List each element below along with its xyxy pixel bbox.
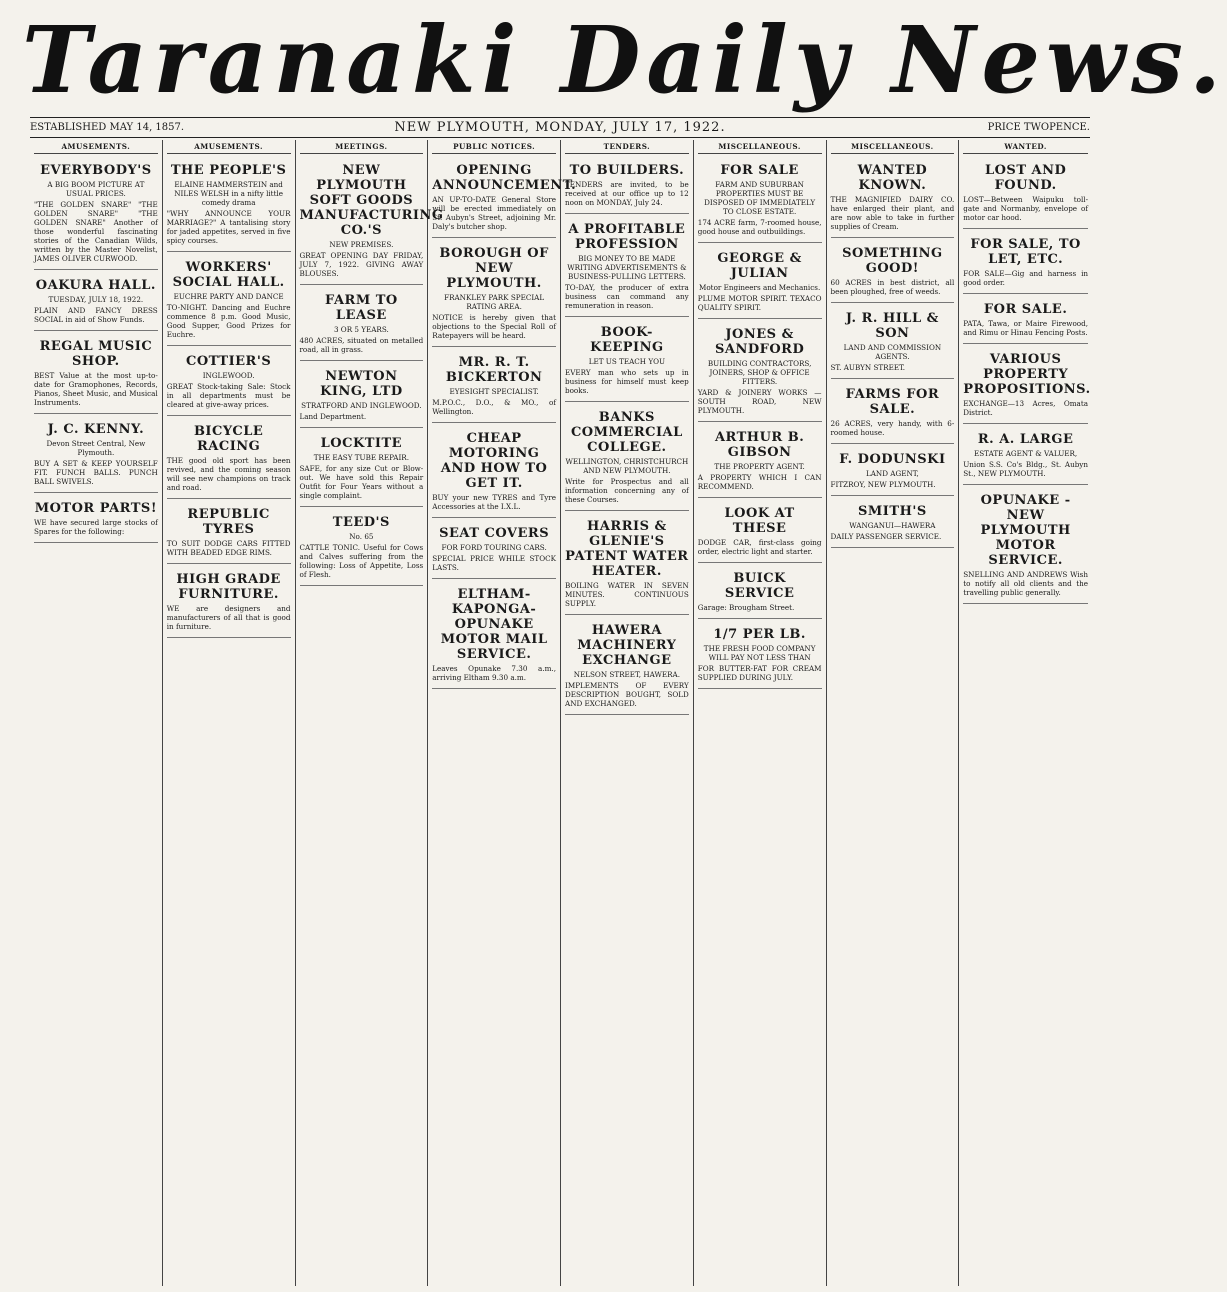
ad-title: ARTHUR B. GIBSON [714, 430, 805, 460]
ad-subtitle: 3 OR 5 YEARS. [333, 325, 389, 334]
advertisement [167, 567, 291, 638]
ad-body: FOR SALE—Gig and harness in good order. [963, 269, 1088, 287]
ad-subtitle: Motor Engineers and Mechanics. [699, 283, 821, 292]
ad-title: REPUBLIC TYRES [187, 507, 270, 537]
ad-title: CHEAP MOTORING AND HOW TO GET IT. [440, 431, 548, 491]
masthead [0, 6, 1227, 114]
ad-subtitle: EUCHRE PARTY AND DANCE [173, 292, 284, 301]
ad-body: LOST—Between Waipuku toll-gate and Normanby, envelope of motor car hood. [963, 195, 1088, 222]
ad-subtitle: THE FRESH FOOD COMPANY WILL PAY NOT LESS THAN [703, 644, 816, 662]
column [827, 140, 960, 1286]
ad-body: BUY A SET & KEEP YOURSELF FIT. FUNCH BALLS. PUNCH BALL SWIVELS. [34, 459, 158, 486]
ad-body: DODGE CAR, first-class going order, electric light and starter. [697, 538, 822, 556]
ad-title: OPENING ANNOUNCEMENT. [432, 163, 577, 193]
column [296, 140, 444, 1286]
ad-body: A PROPERTY WHICH I CAN RECOMMEND. [697, 473, 822, 491]
advertisement [432, 521, 556, 579]
ad-subtitle: NELSON STREET, HAWERA. [573, 670, 681, 679]
column-heading: AMUSEMENTS. [34, 140, 158, 154]
ad-body: EVERY man who sets up in business for himself must keep books. [565, 368, 689, 395]
ad-title: REGAL MUSIC SHOP. [39, 339, 153, 369]
column-heading: MEETINGS. [300, 140, 424, 154]
ad-title: COTTIER'S [186, 354, 272, 369]
masthead-rule [30, 117, 1090, 118]
ad-body: TO-NIGHT. Dancing and Euchre commence 8 p.m. Good Music, Good Supper, Good Prizes for Euchre. [166, 303, 291, 339]
ad-body: BUY your new TYRES and Tyre Accessories at the I.X.L. [432, 493, 556, 511]
column-heading: MISCELLANEOUS. [831, 140, 955, 154]
advertisement [34, 334, 158, 414]
ad-title: BICYCLE RACING [193, 424, 264, 454]
advertisement [432, 158, 577, 238]
advertisement [300, 510, 424, 586]
ad-title: J. C. KENNY. [47, 422, 145, 437]
ad-title: FARMS FOR SALE. [845, 387, 940, 417]
advertisement [300, 364, 424, 428]
ad-body: THE good old sport has been revived, and the coming season will see new champions on track and road. [166, 456, 291, 492]
column [30, 140, 163, 1286]
advertisement [432, 582, 556, 689]
ad-title: R. A. LARGE [977, 432, 1074, 447]
ad-subtitle: THE PROPERTY AGENT. [714, 462, 805, 471]
masthead-title: Taranaki Daily News. [22, 6, 1227, 114]
ad-title: FOR SALE, TO LET, ETC. [970, 237, 1081, 267]
ad-body: DAILY PASSENGER SERVICE. [830, 532, 942, 541]
ad-title: TEED'S [332, 515, 390, 530]
advertisement [698, 501, 822, 563]
ad-body: Union S.S. Co's Bldg., St. Aubyn St., NEW PLYMOUTH. [963, 460, 1088, 478]
advertisement [432, 241, 556, 347]
ad-title: HARRIS & GLENIE'S PATENT WATER HEATER. [565, 519, 689, 579]
advertisement [963, 297, 1088, 344]
advertisement [698, 158, 822, 243]
ad-body: TO-DAY, the producer of extra business can command any remuneration in reason. [565, 283, 689, 310]
ad-title: NEWTON KING, LTD [320, 369, 403, 399]
advertisement [831, 447, 955, 496]
ad-body: PLAIN AND FANCY DRESS SOCIAL in aid of Show Funds. [34, 306, 158, 324]
ad-title: BOOK-KEEPING [590, 325, 664, 355]
ad-title: F. DODUNSKI [839, 452, 946, 467]
ad-title: SEAT COVERS [439, 526, 550, 541]
ad-body: EXCHANGE—13 Acres, Omata District. [963, 399, 1088, 417]
ad-body: TO SUIT DODGE CARS FITTED WITH BEADED EDGE RIMS. [166, 539, 291, 557]
ad-title: FOR SALE. [983, 302, 1068, 317]
advertisement [34, 273, 158, 331]
ad-body: SNELLING AND ANDREWS Wish to notify all old clients and the travelling public generally. [963, 570, 1088, 597]
ad-body: YARD & JOINERY WORKS — SOUTH ROAD, NEW PLYMOUTH. [697, 388, 822, 415]
ad-body: IMPLEMENTS OF EVERY DESCRIPTION BOUGHT, SOLD AND EXCHANGED. [565, 681, 689, 708]
columns [30, 140, 1092, 1286]
column-heading: MISCELLANEOUS. [698, 140, 822, 154]
ad-body: BEST Value at the most up-to-date for Gramophones, Records, Pianos, Sheet Music, and Musical Instruments. [34, 371, 158, 407]
advertisement [698, 566, 822, 619]
ad-title: SOMETHING GOOD! [842, 246, 943, 276]
column-heading: PUBLIC NOTICES. [432, 140, 556, 154]
ad-body: 174 ACRE farm, 7-roomed house, good house and outbuildings. [697, 218, 822, 236]
ad-body: THE MAGNIFIED DAIRY CO. have enlarged their plant, and are now able to take in further supplies of Cream. [830, 195, 955, 231]
ad-title: TO BUILDERS. [569, 163, 685, 178]
ad-subtitle: LAND AGENT, [865, 469, 919, 478]
advertisement [565, 618, 689, 715]
advertisement [565, 158, 689, 214]
advertisement [432, 426, 556, 518]
ad-title: A PROFITABLE PROFESSION [568, 222, 686, 252]
advertisement [698, 246, 822, 319]
column [561, 140, 694, 1286]
ad-subtitle: BIG MONEY TO BE MADE WRITING ADVERTISEMENTS & BUSINESS-PULLING LETTERS. [567, 254, 687, 281]
ad-subtitle: TUESDAY, JULY 18, 1922. [48, 295, 144, 304]
column-heading: TENDERS. [565, 140, 689, 154]
ad-subtitle: LET US TEACH YOU [588, 357, 666, 366]
ad-body: ST. AUBYN STREET. [830, 363, 906, 372]
ad-subtitle: BUILDING CONTRACTORS, JOINERS, SHOP & OFFICE FITTERS. [707, 359, 812, 386]
ad-body: BOILING WATER IN SEVEN MINUTES. CONTINUOUS SUPPLY. [565, 581, 689, 608]
advertisement [34, 417, 158, 493]
ad-body: PLUME MOTOR SPIRIT. TEXACO QUALITY SPIRIT. [697, 294, 822, 312]
column [163, 140, 296, 1286]
advertisement [831, 241, 955, 303]
ad-body: Write for Prospectus and all information concerning any of these Courses. [565, 477, 689, 504]
ad-title: NEW PLYMOUTH SOFT GOODS MANUFACTURING CO.'S [299, 163, 444, 238]
ad-title: FOR SALE [720, 163, 799, 178]
ad-title: J. R. HILL & SON [845, 311, 939, 341]
ad-body: PATA, Tawa, or Maire Firewood, and Rimu or Hinau Fencing Posts. [963, 319, 1088, 337]
ad-title: BUICK SERVICE [724, 571, 795, 601]
ad-body: 26 ACRES, very handy, with 6-roomed house. [830, 419, 955, 437]
advertisement [432, 350, 556, 423]
ad-title: BOROUGH OF NEW PLYMOUTH. [439, 246, 549, 291]
ad-body: "WHY ANNOUNCE YOUR MARRIAGE?" A tantalising story for jaded appetites, served in five spicy courses. [166, 209, 291, 245]
ad-body: NOTICE is hereby given that objections to the Special Roll of Ratepayers will be heard. [432, 313, 556, 340]
ad-title: BANKS COMMERCIAL COLLEGE. [570, 410, 683, 455]
ad-title: OPUNAKE - NEW PLYMOUTH MOTOR SERVICE. [980, 493, 1071, 568]
ad-body: "THE GOLDEN SNARE" "THE GOLDEN SNARE" "THE GOLDEN SNARE" Another of those wonderful fascinating stories of the Canadian Wilds, written by the Master Novelist, JAMES OLIVER CURWOOD. [34, 200, 158, 263]
ad-subtitle: INGLEWOOD. [202, 371, 255, 380]
advertisement [167, 349, 291, 416]
advertisement [831, 306, 955, 379]
ad-body: SPECIAL PRICE WHILE STOCK LASTS. [432, 554, 556, 572]
column [428, 140, 577, 1286]
ad-subtitle: FOR FORD TOURING CARS. [441, 543, 547, 552]
advertisement [300, 431, 424, 507]
ad-subtitle: WANGANUI—HAWERA [849, 521, 936, 530]
ad-body: AN UP-TO-DATE General Store will be erected immediately on St. Aubyn's Street, adjoining Mr. Daly's butcher shop. [432, 195, 556, 231]
advertisement [300, 288, 424, 361]
ad-body: GREAT OPENING DAY FRIDAY, JULY 7, 1922. GIVING AWAY BLOUSES. [299, 251, 424, 278]
ad-title: LOCKTITE [320, 436, 403, 451]
advertisement [831, 499, 955, 548]
column [694, 140, 827, 1286]
established-date: ESTABLISHED MAY 14, 1857. [30, 122, 185, 133]
ad-body: M.P.O.C., D.O., & MO., of Wellington. [432, 398, 556, 416]
ad-title: GEORGE & JULIAN [717, 251, 802, 281]
ad-title: FARM TO LEASE [324, 293, 398, 323]
ad-body: 60 ACRES in best district, all been ploughed, free of weeds. [830, 278, 955, 296]
ad-subtitle: ESTATE AGENT & VALUER, [974, 449, 1078, 458]
dateline-bar [30, 120, 1090, 136]
ad-title: 1/7 PER LB. [713, 627, 806, 642]
ad-subtitle: FRANKLEY PARK SPECIAL RATING AREA. [444, 293, 545, 311]
ad-body: CATTLE TONIC. Useful for Cows and Calves suffering from the following: Loss of Appetite, Loss of Flesh. [299, 543, 424, 579]
ad-subtitle: THE EASY TUBE REPAIR. [313, 453, 409, 462]
ad-title: HAWERA MACHINERY EXCHANGE [577, 623, 677, 668]
advertisement [167, 502, 291, 564]
ad-body: WE are designers and manufacturers of all that is good in furniture. [166, 604, 291, 631]
advertisement [299, 158, 444, 285]
ad-body: SAFE, for any size Cut or Blow-out. We have sold this Repair Outfit for Four Years without a single complaint. [299, 464, 424, 500]
advertisement [963, 427, 1088, 485]
ad-body: Leaves Opunake 7.30 a.m., arriving Eltham 9.30 a.m. [432, 664, 556, 682]
ad-title: MR. R. T. BICKERTON [445, 355, 543, 385]
ad-subtitle: ELAINE HAMMERSTEIN and NILES WELSH in a nifty little comedy drama [174, 180, 284, 207]
advertisement [565, 514, 689, 615]
ad-subtitle: A BIG BOOM PICTURE AT USUAL PRICES. [47, 180, 145, 198]
ad-body: TENDERS are invited, to be received at our office up to 12 noon on MONDAY, July 24. [565, 180, 689, 207]
advertisement [963, 488, 1088, 604]
ad-subtitle: STRATFORD AND INGLEWOOD. [301, 401, 422, 410]
column [959, 140, 1092, 1286]
ad-subtitle: EYESIGHT SPECIALIST. [449, 387, 539, 396]
advertisement [34, 496, 158, 543]
advertisement [565, 320, 689, 402]
ad-title: WORKERS' SOCIAL HALL. [172, 260, 285, 290]
advertisement [698, 425, 822, 498]
advertisement [167, 158, 291, 252]
ad-title: EVERYBODY'S [40, 163, 152, 178]
ad-subtitle: LAND AND COMMISSION AGENTS. [843, 343, 942, 361]
advertisement [963, 158, 1088, 229]
advertisement [167, 255, 291, 346]
column-heading: WANTED. [963, 140, 1088, 154]
advertisement [831, 158, 955, 238]
ad-title: THE PEOPLE'S [170, 163, 287, 178]
ad-body: Garage: Brougham Street. [697, 603, 795, 612]
advertisement [167, 419, 291, 499]
ad-subtitle: NEW PREMISES. [329, 240, 394, 249]
issue-date: NEW PLYMOUTH, MONDAY, JULY 17, 1922. [394, 120, 726, 135]
ad-title: LOOK AT THESE [724, 506, 795, 536]
dateline-rule [30, 137, 1090, 138]
ad-title: HIGH GRADE FURNITURE. [176, 572, 281, 602]
ad-body: FOR BUTTER-FAT FOR CREAM SUPPLIED DURING JULY. [697, 664, 822, 682]
ad-subtitle: Devon Street Central, New Plymouth. [46, 439, 146, 457]
ad-title: VARIOUS PROPERTY PROPOSITIONS. [963, 352, 1091, 397]
ad-body: GREAT Stock-taking Sale: Stock in all departments must be cleared at give-away prices. [166, 382, 291, 409]
ad-title: SMITH'S [858, 504, 927, 519]
advertisement [963, 347, 1091, 424]
advertisement [565, 405, 689, 511]
ad-subtitle: No. 65 [349, 532, 374, 541]
ad-title: OAKURA HALL. [35, 278, 156, 293]
ad-title: JONES & SANDFORD [714, 327, 805, 357]
ad-subtitle: WELLINGTON, CHRISTCHURCH AND NEW PLYMOUTH. [565, 457, 689, 475]
advertisement [963, 232, 1088, 294]
ad-body: 480 ACRES, situated on metalled road, all in grass. [299, 336, 424, 354]
ad-title: LOST AND FOUND. [984, 163, 1067, 193]
column-heading: AMUSEMENTS. [167, 140, 291, 154]
ad-title: ELTHAM-KAPONGA-OPUNAKE MOTOR MAIL SERVICE. [440, 587, 548, 662]
ad-body: Land Department. [299, 412, 367, 421]
advertisement [698, 622, 822, 689]
advertisement [34, 158, 158, 270]
advertisement [565, 217, 689, 317]
ad-title: MOTOR PARTS! [34, 501, 158, 516]
price: PRICE TWOPENCE. [987, 122, 1090, 133]
ad-body: FITZROY, NEW PLYMOUTH. [830, 480, 936, 489]
advertisement [698, 322, 822, 422]
advertisement [831, 382, 955, 444]
ad-subtitle: FARM AND SUBURBAN PROPERTIES MUST BE DISPOSED OF IMMEDIATELY TO CLOSE ESTATE. [704, 180, 816, 216]
ad-title: WANTED KNOWN. [857, 163, 928, 193]
ad-body: WE have secured large stocks of Spares for the following: [34, 518, 158, 536]
